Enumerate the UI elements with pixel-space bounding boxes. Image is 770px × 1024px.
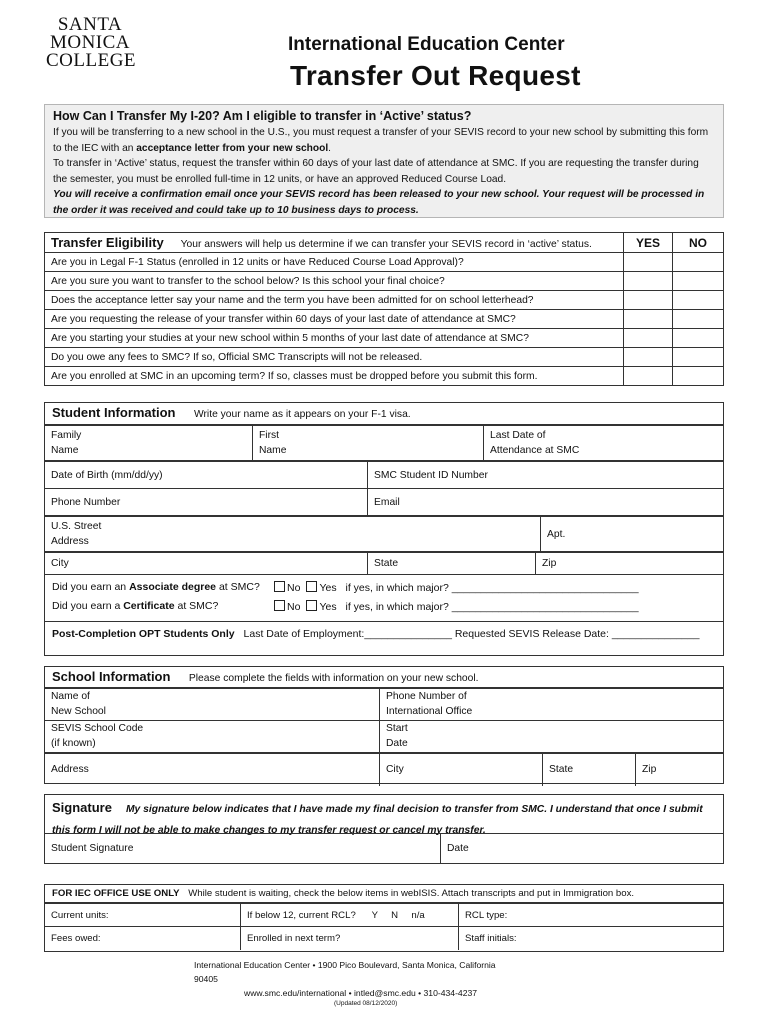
no-cell[interactable] xyxy=(673,367,724,386)
org-name: International Education Center xyxy=(288,34,565,55)
eligibility-question: Do you owe any fees to SMC? If so, Official SMC Transcripts will not be released. xyxy=(45,348,624,367)
no-cell[interactable] xyxy=(673,329,724,348)
school-info-subtitle: Please complete the fields with information on your new school. xyxy=(188,673,479,684)
school-info-section xyxy=(44,666,724,784)
intro-paragraph-2: To transfer in ‘Active’ status, request the transfer within 60 days of your last date of attendance at SMC. If you are requesting the transfer during the semester, you must be enrolled full-time in 12 units, or have an approved Reduced Course Load. xyxy=(53,158,699,185)
eligibility-title: Transfer Eligibility xyxy=(51,235,164,250)
no-cell[interactable] xyxy=(673,272,724,291)
associate-yes-checkbox[interactable] xyxy=(306,581,317,592)
footer xyxy=(194,958,496,986)
school-zip-field[interactable]: Zip xyxy=(636,754,724,786)
signature-date-field[interactable]: Date xyxy=(441,834,724,864)
intl-office-phone-field[interactable]: Phone Number of International Office xyxy=(380,689,724,721)
enrolled-next-term-field[interactable]: Enrolled in next term? xyxy=(241,927,459,950)
zip-field[interactable]: Zip xyxy=(536,553,724,575)
logo-line-3: COLLEGE xyxy=(46,50,137,71)
first-name-field[interactable]: First Name xyxy=(253,426,484,461)
current-rcl-field[interactable]: If below 12, current RCL? Y N n/a xyxy=(241,904,459,927)
associate-major: if yes, in which major? ________________________________ xyxy=(345,582,639,594)
yes-cell[interactable] xyxy=(624,367,673,386)
signature-statement: Signature My signature below indicates that I have made my final decision to transfer from SMC. I understand that once I submit this form I will not be able to make changes to my transfer request or cancel my transfer. xyxy=(52,800,703,836)
eligibility-question: Are you enrolled at SMC in an upcoming term? If so, classes must be dropped before you submit this form. xyxy=(45,367,624,386)
eligibility-question: Are you in Legal F-1 Status (enrolled in 12 units or have Reduced Course Load Approval)? xyxy=(45,253,624,272)
school-state-field[interactable]: State xyxy=(543,754,636,786)
associate-question: Did you earn an Associate degree at SMC? xyxy=(52,581,260,593)
no-header: NO xyxy=(673,233,724,253)
fees-owed-field[interactable]: Fees owed: xyxy=(45,927,241,950)
start-date-field[interactable]: Start Date xyxy=(380,721,724,753)
yes-cell[interactable] xyxy=(624,291,673,310)
intro-paragraph-3: You will receive a confirmation email once your SEVIS record has been released to your new school. Your request will be processed in the order it was received and could take up to 10 business days to process. xyxy=(53,189,705,216)
page-title: Transfer Out Request xyxy=(290,60,581,91)
new-school-name-field[interactable]: Name of New School xyxy=(45,689,380,721)
smc-id-field[interactable]: SMC Student ID Number xyxy=(368,462,724,489)
intro-question: How Can I Transfer My I-20? Am I eligible to transfer in ‘Active’ status? xyxy=(53,109,472,123)
no-cell[interactable] xyxy=(673,310,724,329)
current-units-field[interactable]: Current units: xyxy=(45,904,241,927)
college-logo xyxy=(46,14,137,71)
yes-cell[interactable] xyxy=(624,348,673,367)
yes-cell[interactable] xyxy=(624,329,673,348)
street-address-field[interactable]: U.S. Street Address xyxy=(45,517,541,552)
signature-section xyxy=(44,794,724,864)
school-city-field[interactable]: City xyxy=(380,754,543,786)
eligibility-question: Are you starting your studies at your new school within 5 months of your last date of attendance at SMC? xyxy=(45,329,624,348)
city-field[interactable]: City xyxy=(45,553,368,575)
dob-field[interactable]: Date of Birth (mm/dd/yy) xyxy=(45,462,368,489)
student-info-subtitle: Write your name as it appears on your F-1 visa. xyxy=(193,409,411,420)
yes-cell[interactable] xyxy=(624,310,673,329)
footer-address: International Education Center • 1900 Pico Boulevard, Santa Monica, California xyxy=(194,960,496,970)
footer-zip: 90405 xyxy=(194,974,218,984)
last-date-field[interactable]: Last Date of Attendance at SMC xyxy=(484,426,724,461)
office-use-section xyxy=(44,884,724,952)
eligibility-question: Are you sure you want to transfer to the school below? Is this school your final choice? xyxy=(45,272,624,291)
student-info-section: Student Information Write your name as it appears on your F-1 visa. Family Name First Name Last Date of Attendance at SMC Date of Birth (mm/dd/yy) SMC Student ID Number Phone Number Email U.S. Street Address Apt. City State Zip Did you earn an Associate degree at SMC? No Yes if yes, in which major? ________________________________ Did you earn a Certificate at SMC? No Yes if yes, in which major? ________________________________ Post-Completion OPT Students Only Last Date of Employment:_______________ Requested SEVIS Release Date: _______________ xyxy=(44,402,724,656)
no-cell[interactable] xyxy=(673,291,724,310)
school-info-title: School Information xyxy=(52,669,171,684)
rcl-type-field[interactable]: RCL type: xyxy=(459,904,724,927)
eligibility-question: Are you requesting the release of your transfer within 60 days of your last date of attendance at SMC? xyxy=(45,310,624,329)
apt-field[interactable]: Apt. xyxy=(541,517,724,552)
associate-no-checkbox[interactable] xyxy=(274,581,285,592)
sevis-school-code-field[interactable]: SEVIS School Code (if known) xyxy=(45,721,380,753)
school-address-field[interactable]: Address xyxy=(45,754,380,786)
footer-contact: www.smc.edu/international • intled@smc.edu • 310-434-4237 xyxy=(244,988,478,998)
student-info-title: Student Information xyxy=(52,405,176,420)
intro-box xyxy=(44,104,724,218)
eligibility-subtitle: Your answers will help us determine if we can transfer your SEVIS record in ‘active’ status. xyxy=(180,239,592,250)
certificate-yes-checkbox[interactable] xyxy=(306,600,317,611)
email-field[interactable]: Email xyxy=(368,489,724,516)
logo-line-1: SANTA xyxy=(57,14,123,35)
yes-cell[interactable] xyxy=(624,272,673,291)
certificate-question: Did you earn a Certificate at SMC? xyxy=(52,600,219,612)
no-cell[interactable] xyxy=(673,348,724,367)
footer-updated: (Updated 08/12/2020) xyxy=(334,1000,398,1007)
office-use-title: FOR IEC OFFICE USE ONLY xyxy=(52,888,180,899)
yes-cell[interactable] xyxy=(624,253,673,272)
intro-paragraph-1: If you will be transferring to a new school in the U.S., you must request a transfer of your SEVIS record to your new school by submitting this form to the IEC with an acceptance letter from your new school. xyxy=(53,127,709,154)
eligibility-table xyxy=(44,232,724,386)
staff-initials-field[interactable]: Staff initials: xyxy=(459,927,724,950)
opt-row[interactable]: Post-Completion OPT Students Only Last Date of Employment:_______________ Requested SEVIS Release Date: _______________ xyxy=(52,628,700,640)
yes-header: YES xyxy=(624,233,673,253)
state-field[interactable]: State xyxy=(368,553,536,575)
student-signature-field[interactable]: Student Signature xyxy=(45,834,441,864)
family-name-field[interactable]: Family Name xyxy=(45,426,253,461)
eligibility-question: Does the acceptance letter say your name and the term you have been admitted for on school letterhead? xyxy=(45,291,624,310)
phone-field[interactable]: Phone Number xyxy=(45,489,368,516)
certificate-major: if yes, in which major? ________________________________ xyxy=(345,601,639,613)
certificate-no-checkbox[interactable] xyxy=(274,600,285,611)
office-use-text: While student is waiting, check the below items in webISIS. Attach transcripts and put in Immigration box. xyxy=(188,888,635,899)
no-cell[interactable] xyxy=(673,253,724,272)
logo-line-2: MONICA xyxy=(49,32,131,53)
